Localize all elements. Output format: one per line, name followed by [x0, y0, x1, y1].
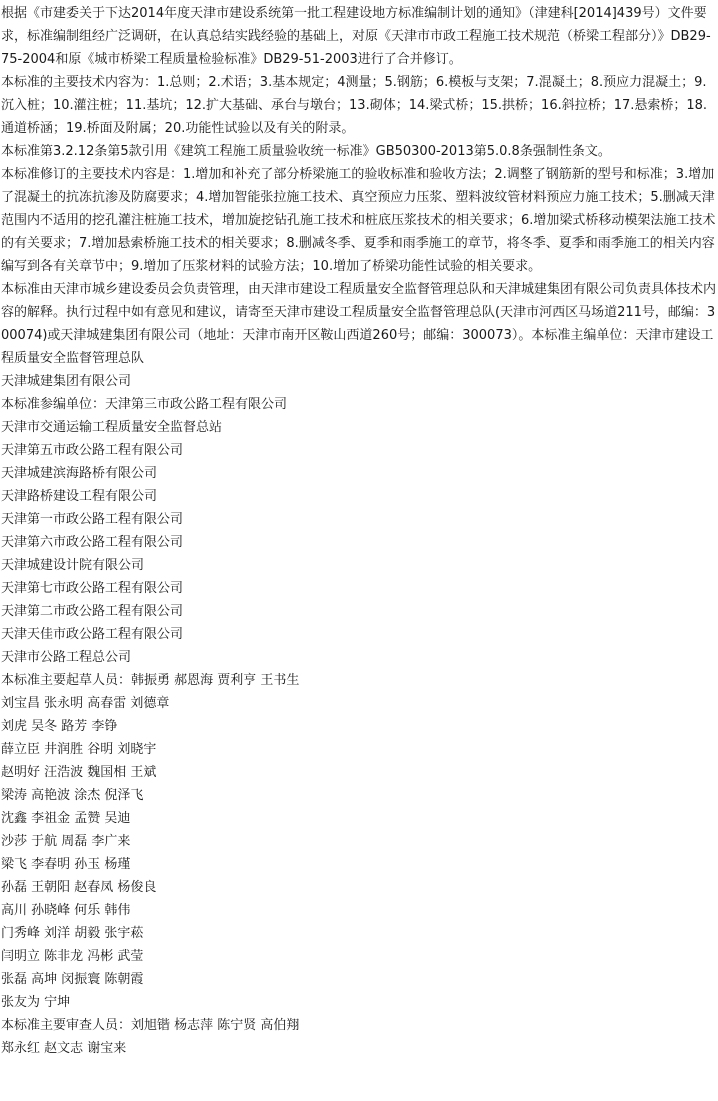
- drafters-line: 孙磊 王朝阳 赵春凤 杨俊良: [1, 880, 157, 895]
- participating-unit: 天津市公路工程总公司: [1, 650, 132, 665]
- reviewers-line: 郑永红 赵文志 谢宝来: [1, 1041, 127, 1056]
- participating-unit: 天津第七市政公路工程有限公司: [1, 581, 184, 596]
- drafters-line: 张友为 宁坤: [1, 995, 71, 1010]
- drafters-heading: 本标准主要起草人员：韩振勇 郝恩海 贾利亨 王书生: [1, 673, 300, 688]
- drafters-line: 闫明立 陈非龙 冯彬 武莹: [1, 949, 144, 964]
- drafters-line: 梁飞 李春明 孙玉 杨瑾: [1, 857, 131, 872]
- drafters-line: 梁涛 高艳波 涂杰 倪泽飞: [1, 788, 144, 803]
- management-paragraph: 本标准由天津市城乡建设委员会负责管理，由天津市建设工程质量安全监督管理总队和天津城建集团有限公司负责具体技术内容的解释。执行过程中如有意见和建议，请寄至天津市建设工程质量安全监督管理总队(天津市河西区马场道211号，邮编：300074)或天津城建集团有限公司（地址：天津市南开区鞍山西道260号；邮编：300073）。本标准主编单位：天津市建设工程质量安全监督管理总队: [1, 282, 717, 366]
- chief-editor-unit: 天津城建集团有限公司: [1, 374, 132, 389]
- drafters-line: 沈鑫 李祖金 孟赞 吴迪: [1, 811, 131, 826]
- participating-unit: 天津市交通运输工程质量安全监督总站: [1, 420, 223, 435]
- participating-unit: 天津城建设计院有限公司: [1, 558, 145, 573]
- drafters-line: 刘宝昌 张永明 高春雷 刘德章: [1, 696, 170, 711]
- drafters-line: 赵明好 汪浩波 魏国相 王斌: [1, 765, 157, 780]
- intro-paragraph: 根据《市建委关于下达2014年度天津市建设系统第一批工程建设地方标准编制计划的通知》（津建科[2014]439号）文件要求，标准编制组经广泛调研，在认真总结实践经验的基础上，对原《天津市市政工程施工技术规范（桥梁工程部分）》DB29-75-2004和原《城市桥梁工程质量检验标准》DB29-51-2003进行了合并修订。: [1, 6, 711, 67]
- participating-unit: 天津第一市政公路工程有限公司: [1, 512, 184, 527]
- revision-content-paragraph: 本标准修订的主要技术内容是：1.增加和补充了部分桥梁施工的验收标准和验收方法；2.调整了钢筋新的型号和标准；3.增加了混凝土的抗冻抗渗及防腐要求；4.增加智能张拉施工技术、真空预应力压浆、塑料波纹管材料预应力施工技术；5.删减天津范围内不适用的挖孔灌注桩施工技术，增加旋挖钻孔施工技术和桩底压浆技术的相关要求；6.增加梁式桥移动模架法施工技术的有关要求；7.增加悬索桥施工技术的相关要求；8.删减冬季、夏季和雨季施工的章节，将冬季、夏季和雨季施工的相关内容编写到各有关章节中；9.增加了压浆材料的试验方法；10.增加了桥梁功能性试验的相关要求。: [1, 167, 716, 274]
- drafters-line: 高川 孙晓峰 何乐 韩伟: [1, 903, 131, 918]
- drafters-line: 薛立臣 井润胜 谷明 刘晓宇: [1, 742, 157, 757]
- participating-unit: 天津路桥建设工程有限公司: [1, 489, 158, 504]
- main-content-paragraph: 本标准的主要技术内容为：1.总则；2.术语；3.基本规定；4测量；5.钢筋；6.模板与支架；7.混凝土；8.预应力混凝土；9.沉入桩；10.灌注桩；11.基坑；12.扩大基础、承台与墩台；13.砌体；14.梁式桥；15.拱桥；16.斜拉桥；17.悬索桥；18.通道桥涵；19.桥面及附属；20.功能性试验以及有关的附录。: [1, 75, 708, 136]
- drafters-line: 张磊 高坤 闵振寰 陈朝霞: [1, 972, 144, 987]
- drafters-line: 沙莎 于航 周磊 李广来: [1, 834, 131, 849]
- participating-unit: 天津第二市政公路工程有限公司: [1, 604, 184, 619]
- participating-unit-heading: 本标准参编单位：天津第三市政公路工程有限公司: [1, 397, 288, 412]
- participating-unit: 天津城建滨海路桥有限公司: [1, 466, 158, 481]
- drafters-line: 门秀峰 刘洋 胡毅 张宇菘: [1, 926, 144, 941]
- drafters-line: 刘虎 吴冬 路芳 李铮: [1, 719, 118, 734]
- participating-unit: 天津第六市政公路工程有限公司: [1, 535, 184, 550]
- participating-unit: 天津天佳市政公路工程有限公司: [1, 627, 184, 642]
- reviewers-heading: 本标准主要审查人员：刘旭锴 杨志萍 陈宁贤 高伯翔: [1, 1018, 300, 1033]
- mandatory-clause-paragraph: 本标准第3.2.12条第5款引用《建筑工程施工质量验收统一标准》GB50300-2013第5.0.8条强制性条文。: [1, 144, 611, 159]
- participating-unit: 天津第五市政公路工程有限公司: [1, 443, 184, 458]
